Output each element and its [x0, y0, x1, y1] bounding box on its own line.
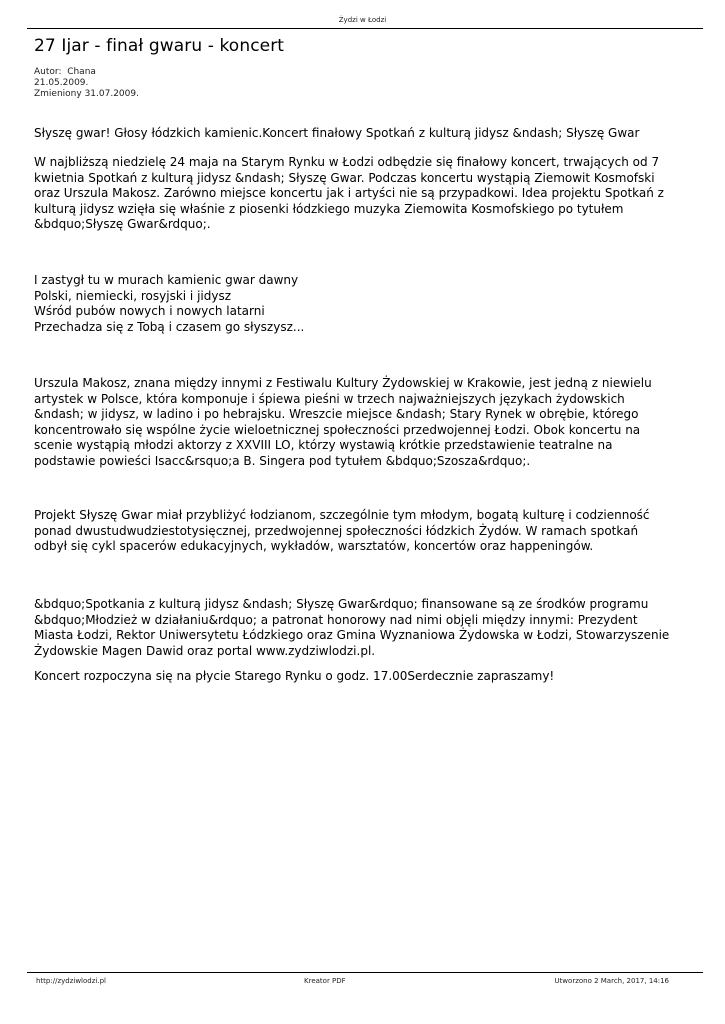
poem-stanza: I zastygł tu w murach kamienic gwar dawny Polski, niemiecki, rosyjski i jidysz Wśród pubów nowych i nowych latarni Przechadza się z Tobą i czasem go słyszysz...: [34, 273, 305, 334]
article-title: 27 Ijar - finał gwaru - koncert: [34, 36, 285, 56]
closing-paragraph: Koncert rozpoczyna się na płycie Starego Rynku o godz. 17.00Serdecznie zapraszamy!: [34, 669, 555, 683]
footer-divider: [27, 972, 703, 973]
header-divider: [27, 28, 703, 29]
footer-generator: Kreator PDF: [304, 977, 346, 985]
body-paragraph: &bdquo;Spotkania z kulturą jidysz &ndash; Słyszę Gwar&rdquo; finansowane są ze środków programu &bdquo;Młodzież w działaniu&rdquo; a patronat honorowy nad nimi objęli między innymi: Prezydent Miasta Łodzi, Rektor Uniwersytetu Łódzkiego oraz Gmina Wyznaniowa Żydowska w Łodzi, Stowarzyszenie Żydowskie Magen Dawid oraz portal www.zydziwlodzi.pl.: [34, 597, 670, 658]
modified-date: Zmieniony 31.07.2009.: [34, 89, 139, 99]
author-line: Autor: Chana: [34, 67, 96, 77]
article-meta: [34, 67, 139, 100]
page-header: Żydzi w Łodzi: [338, 16, 387, 24]
body-paragraph: Urszula Makosz, znana między innymi z Festiwalu Kultury Żydowskiej w Krakowie, jest jedną z niewielu artystek w Polsce, która komponuje i śpiewa pieśni w trzech najważniejszych językach żydowskich &ndash; w jidysz, w ladino i po hebrajsku. Wreszcie miejsce &ndash; Stary Rynek w obrębie, którego koncentrowało się wspólne życie wieloetnicznej społeczności przedwojennej Łodzi. Obok koncertu na scenie wystąpią młodzi aktorzy z XXVIII LO, którzy wystawią krótkie przedstawienie teatralne na podstawie powieści Isacc&rsquo;a B. Singera pod tytułem &bdquo;Szosza&rdquo;.: [34, 376, 652, 468]
intro-paragraph: Słyszę gwar! Głosy łódzkich kamienic.Koncert finałowy Spotkań z kulturą jidysz &ndash; Słyszę Gwar: [34, 126, 640, 140]
publish-date: 21.05.2009.: [34, 78, 89, 88]
footer-url: http://zydziwlodzi.pl: [36, 977, 106, 985]
footer-created: Utworzono 2 March, 2017, 14:16: [554, 977, 669, 985]
body-paragraph: W najbliższą niedzielę 24 maja na Starym Rynku w Łodzi odbędzie się finałowy koncert, trwających od 7 kwietnia Spotkań z kulturą jidysz &ndash; Słyszę Gwar. Podczas koncertu wystąpią Ziemowit Kosmofski oraz Urszula Makosz. Zarówno miejsce koncertu jak i artyści nie są przypadkowi. Idea projektu Spotkań z kulturą jidysz wzięła się właśnie z piosenki łódzkiego muzyka Ziemowita Kosmofskiego po tytułem &bdquo;Słyszę Gwar&rdquo;.: [34, 155, 664, 231]
body-paragraph: Projekt Słyszę Gwar miał przybliżyć łodzianom, szczególnie tym młodym, bogatą kulturę i codzienność ponad dwustudwudziestotysięcznej, przedwojennej społeczności łódzkich Żydów. W ramach spotkań odbył się cykl spacerów edukacyjnych, wykładów, warsztatów, koncertów oraz happeningów.: [34, 508, 650, 553]
